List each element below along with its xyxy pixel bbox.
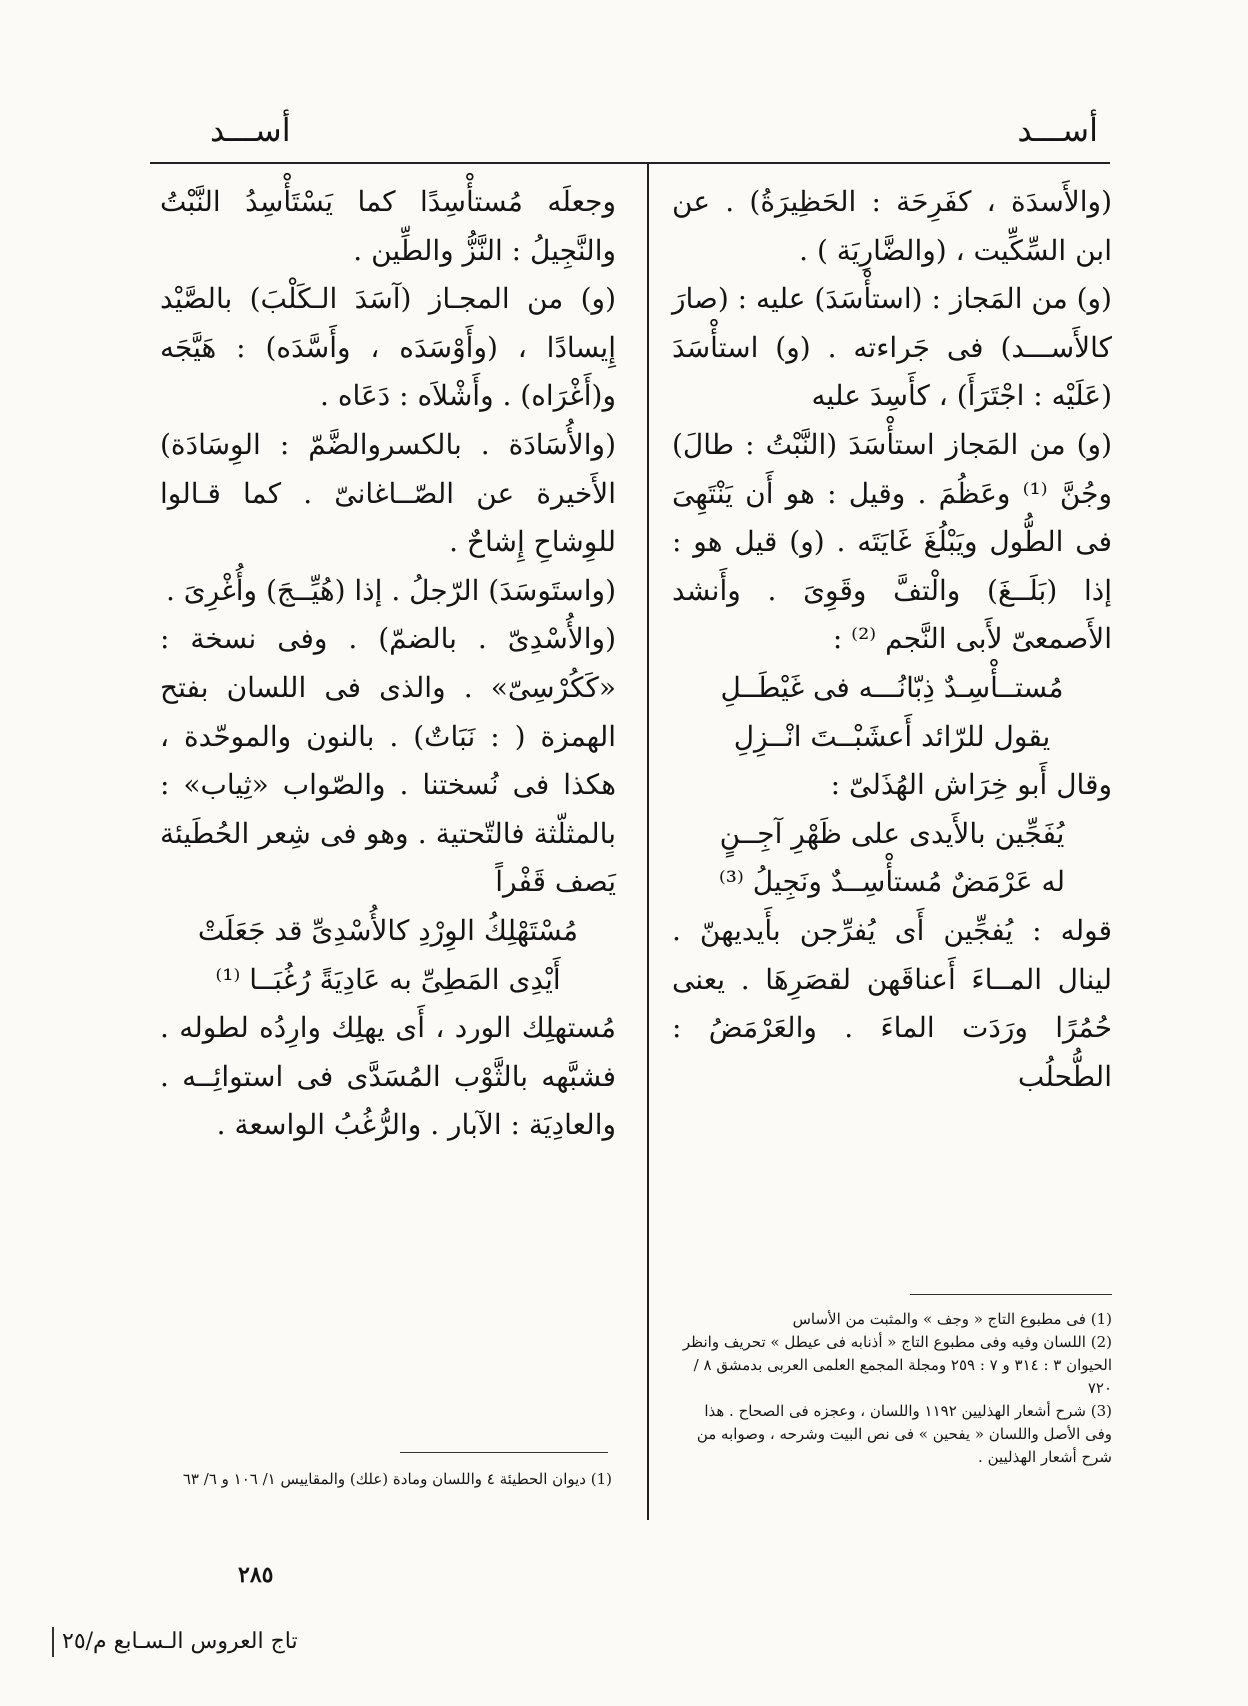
right-footnotes — [676, 1308, 1112, 1469]
left-column — [160, 178, 616, 1150]
verse-block — [672, 810, 1112, 907]
paragraph: (والأُسَادَة . بالكسروالضَّمّ : الوِسَادَة) الأَخيرة عن الصّــاغانىّ . كما قـالوا للوِشاحِ إِشاحٌ . — [160, 427, 616, 559]
right-column — [672, 178, 1112, 1101]
left-footnotes — [160, 1468, 612, 1491]
verse-line: أَيْدِى المَطِىِّ به عَادِيَةً رُغُبَــا ⁽¹⁾ — [215, 962, 561, 996]
paragraph: وجعلَه مُستأْسِدًا كما يَسْتَأْسِدُ النَّبْتُ والنَّجِيلُ : النَّزُّ والطِّين . — [160, 185, 616, 267]
page-number: ٢٨٥ — [238, 1562, 274, 1588]
paragraph: (والأَسدَة ، كفَرِحَة : الحَظِيرَةُ) . عن ابن السِّكِّيت ، (والضَّارِيَة ) . — [672, 185, 1112, 267]
column-divider — [647, 164, 649, 1520]
verse-line: يُفَجِّين بالأَيدى على ظَهْرِ آجِــنٍ — [719, 816, 1065, 850]
footnote: (1) ديوان الحطيئة ٤ واللسان ومادة (علك) والمقاييس ١/ ١٠٦ و ٦/ ٦٣ — [182, 1470, 612, 1488]
header-entry-word-left: أســـد — [210, 111, 291, 149]
footnote: (2) اللسان وفيه وفى مطبوع التاج « أذنابه فى عيطل » تحريف وانظر الحيوان ٣ : ٣١٤ و ٧ : ٢٥٩ ومجلة المجمع العلمى العربى بدمشق ٨ / ٧٢٠ — [682, 1333, 1112, 1397]
paragraph: (و) من المجـاز (آسَدَ الـكَلْبَ) بالصَّيْد إِيسادًا ، (وأَوْسَدَه ، وأَسَّدَه) : هَيَّجَه و(أَغْرَاه) . وأَشْلاَه : دَعَاه . — [160, 282, 616, 413]
verse-line: له عَرْمَضٌ مُستأْسِــدٌ ونَجِيلُ ⁽³⁾ — [718, 865, 1066, 899]
verse-line: مُسْتَهْلِكُ الوِرْدِ كالأُسْدِىِّ قد جَعَلَتْ — [197, 913, 579, 947]
paragraph: (و) من المَجاز : (استأْسَدَ) عليه : (صارَ كالأَســـد) فى جَراءته . (و) استأْسَدَ (عَلَيْه : اجْتَرَأَ) ، كأَسِدَ عليه — [672, 282, 1112, 413]
footnote-rule-right — [910, 1294, 1112, 1295]
paragraph: وقال أَبو خِرَاش الهُذَلىّ : — [830, 768, 1112, 802]
footnote-rule-left — [400, 1452, 608, 1453]
paragraph: (واستَوسَدَ) الرّجلُ . إذا (هُيِّــجَ) وأُغْرِىَ . — [165, 573, 616, 607]
header-rule — [150, 162, 1110, 164]
paragraph: (و) من المَجاز استأْسَدَ (النَّبْتُ : طالَ) وجُنَّ ⁽¹⁾ وعَظُمَ . وقيل : هو أَن يَنْتَهِىَ فى الطُّول ويَبْلُغَ غَايَتَه . (و) قيل هو : إذا (بَلَــغَ) والْتفَّ وقَوِىَ . وأَنشد الأَصمعىّ لأَبى النَّجم ⁽²⁾ : — [672, 427, 1113, 656]
verse-block — [672, 664, 1112, 761]
footnote: (1) فى مطبوع التاج « وجف » والمثبت من الأساس — [792, 1310, 1112, 1328]
paragraph: قوله : يُفجِّين أَى يُفرِّجن بأَيديهنّ . لينال المــاءَ أَعناقَهن لقصَرِهَا . يعنى حُمُرًا ورَدَت الماءَ . والعَرْمَضُ : الطُّحلُب — [672, 913, 1112, 1093]
verse-line: يقول للرّائد أَعشَبْــتَ انْــزِلِ — [733, 719, 1051, 753]
footnote: (3) شرح أشعار الهذليين ١١٩٢ واللسان ، وعجزه فى الصحاح . هذا وفى الأصل واللسان « يفحين » فى نص البيت وشرحه ، وصوابه من شرح أشعار الهذليين . — [696, 1402, 1112, 1466]
running-footer: تاج العروس الـسـابع م/٢٥ — [52, 1627, 298, 1657]
paragraph: مُستهلِك الورد ، أَى يهلِك وارِدُه لطوله . فشبَّهه بالثَّوْب المُسَدَّى فى استوائِــه . والعادِيَة : الآبار . والرُّغُبُ الواسعة . — [160, 1011, 616, 1142]
verse-line: مُستــأْسِـدٌ ذِبّانُـــه فى غَيْطَــلِ — [720, 670, 1064, 704]
verse-block — [160, 907, 616, 1004]
header-entry-word-right: أســـد — [1017, 111, 1098, 149]
paragraph: (والأُسْدِىّ . بالضمّ) . وفى نسخة : «كَكُرْسِىّ» . والذى فى اللسان بفتح الهمزة ( : نَبَاتٌ) . بالنون والموحّدة ، هكذا فى نُسختنا . والصّواب «ثِياب» : بالمثلّثة فالتّحتية . وهو فى شِعر الحُطَيئة يَصف قَفْراً — [160, 622, 616, 899]
